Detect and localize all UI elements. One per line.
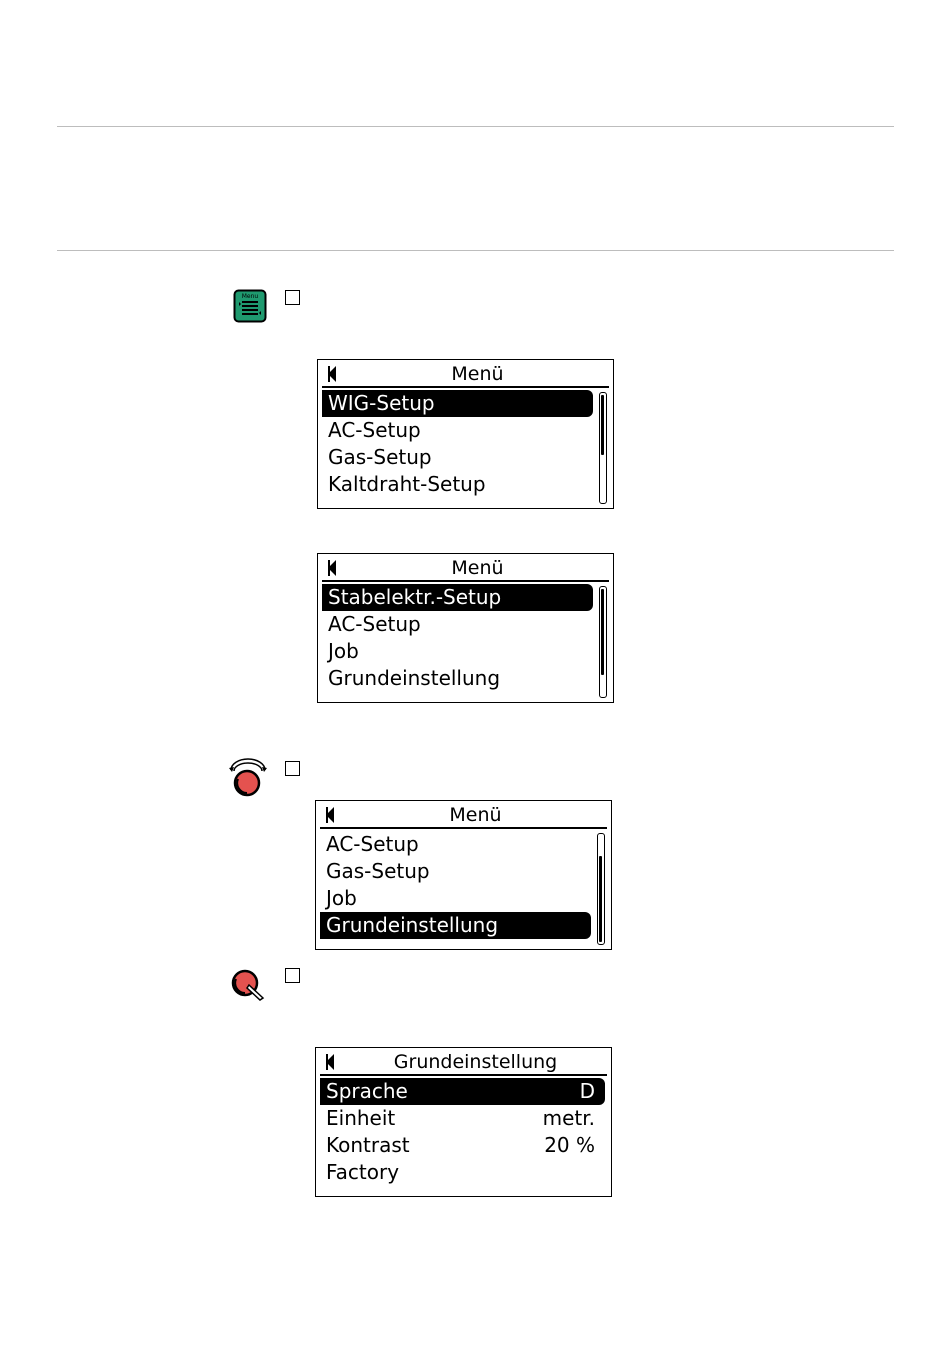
menu-item[interactable]: Grundeinstellung bbox=[320, 912, 591, 939]
back-arrow-icon bbox=[328, 560, 336, 576]
setting-row-einheit[interactable] bbox=[320, 1105, 605, 1132]
scrollbar bbox=[599, 586, 607, 698]
menu-button-icon bbox=[233, 289, 267, 323]
lcd-header bbox=[320, 1050, 607, 1076]
setting-label: Einheit bbox=[326, 1106, 396, 1130]
menu-item[interactable]: AC-Setup bbox=[328, 418, 421, 442]
menu-list bbox=[320, 831, 591, 939]
press-knob-icon bbox=[229, 963, 269, 1003]
menu-item[interactable]: Gas-Setup bbox=[326, 859, 430, 883]
setting-value: metr. bbox=[542, 1106, 595, 1130]
setting-label: Kontrast bbox=[326, 1133, 410, 1157]
lcd-title: Menü bbox=[451, 363, 504, 385]
back-arrow-icon bbox=[326, 1054, 334, 1070]
back-arrow-icon bbox=[328, 366, 336, 382]
menu-item[interactable]: Gas-Setup bbox=[328, 445, 432, 469]
lcd-title: Menü bbox=[449, 804, 502, 826]
menu-list bbox=[322, 390, 593, 498]
bottom-rule bbox=[57, 250, 894, 251]
lcd-screen-menu-3 bbox=[315, 800, 612, 950]
lcd-title: Grundeinstellung bbox=[393, 1051, 558, 1073]
setting-row-sprache[interactable] bbox=[320, 1078, 605, 1105]
menu-list bbox=[322, 584, 593, 692]
lcd-title: Menü bbox=[451, 557, 504, 579]
menu-item[interactable]: Stabelektr.-Setup bbox=[322, 584, 593, 611]
setting-label: Sprache bbox=[326, 1079, 408, 1103]
menu-item[interactable]: Kaltdraht-Setup bbox=[328, 472, 486, 496]
back-arrow-icon bbox=[326, 807, 334, 823]
step-checkbox-2[interactable] bbox=[285, 761, 300, 776]
lcd-header bbox=[322, 556, 609, 582]
step-checkbox-1[interactable] bbox=[285, 290, 300, 305]
setting-value: 20 % bbox=[544, 1133, 595, 1157]
scrollbar bbox=[599, 392, 607, 504]
setting-row-factory[interactable] bbox=[320, 1159, 605, 1186]
setting-label: Factory bbox=[326, 1160, 400, 1184]
menu-item[interactable]: Grundeinstellung bbox=[328, 666, 501, 690]
lcd-header bbox=[320, 803, 607, 829]
scrollbar bbox=[597, 833, 605, 945]
lcd-screen-menu-2 bbox=[317, 553, 614, 703]
menu-item[interactable]: WIG-Setup bbox=[322, 390, 593, 417]
menu-item[interactable]: AC-Setup bbox=[328, 612, 421, 636]
menu-item[interactable]: AC-Setup bbox=[326, 832, 419, 856]
lcd-screen-menu-1 bbox=[317, 359, 614, 509]
menu-item[interactable]: Job bbox=[328, 639, 359, 663]
setting-row-kontrast[interactable] bbox=[320, 1132, 605, 1159]
lcd-screen-grundeinstellung bbox=[315, 1047, 612, 1197]
menu-item[interactable]: Job bbox=[326, 886, 357, 910]
step-checkbox-3[interactable] bbox=[285, 968, 300, 983]
menu-button-label: Menu bbox=[241, 293, 259, 300]
scroll-thumb bbox=[599, 856, 602, 942]
scroll-thumb bbox=[601, 395, 604, 455]
scroll-thumb bbox=[601, 589, 604, 675]
lcd-header bbox=[322, 362, 609, 388]
setting-value: D bbox=[579, 1079, 595, 1103]
turn-knob-icon bbox=[227, 756, 269, 798]
settings-list bbox=[320, 1078, 605, 1186]
top-rule bbox=[57, 126, 894, 127]
